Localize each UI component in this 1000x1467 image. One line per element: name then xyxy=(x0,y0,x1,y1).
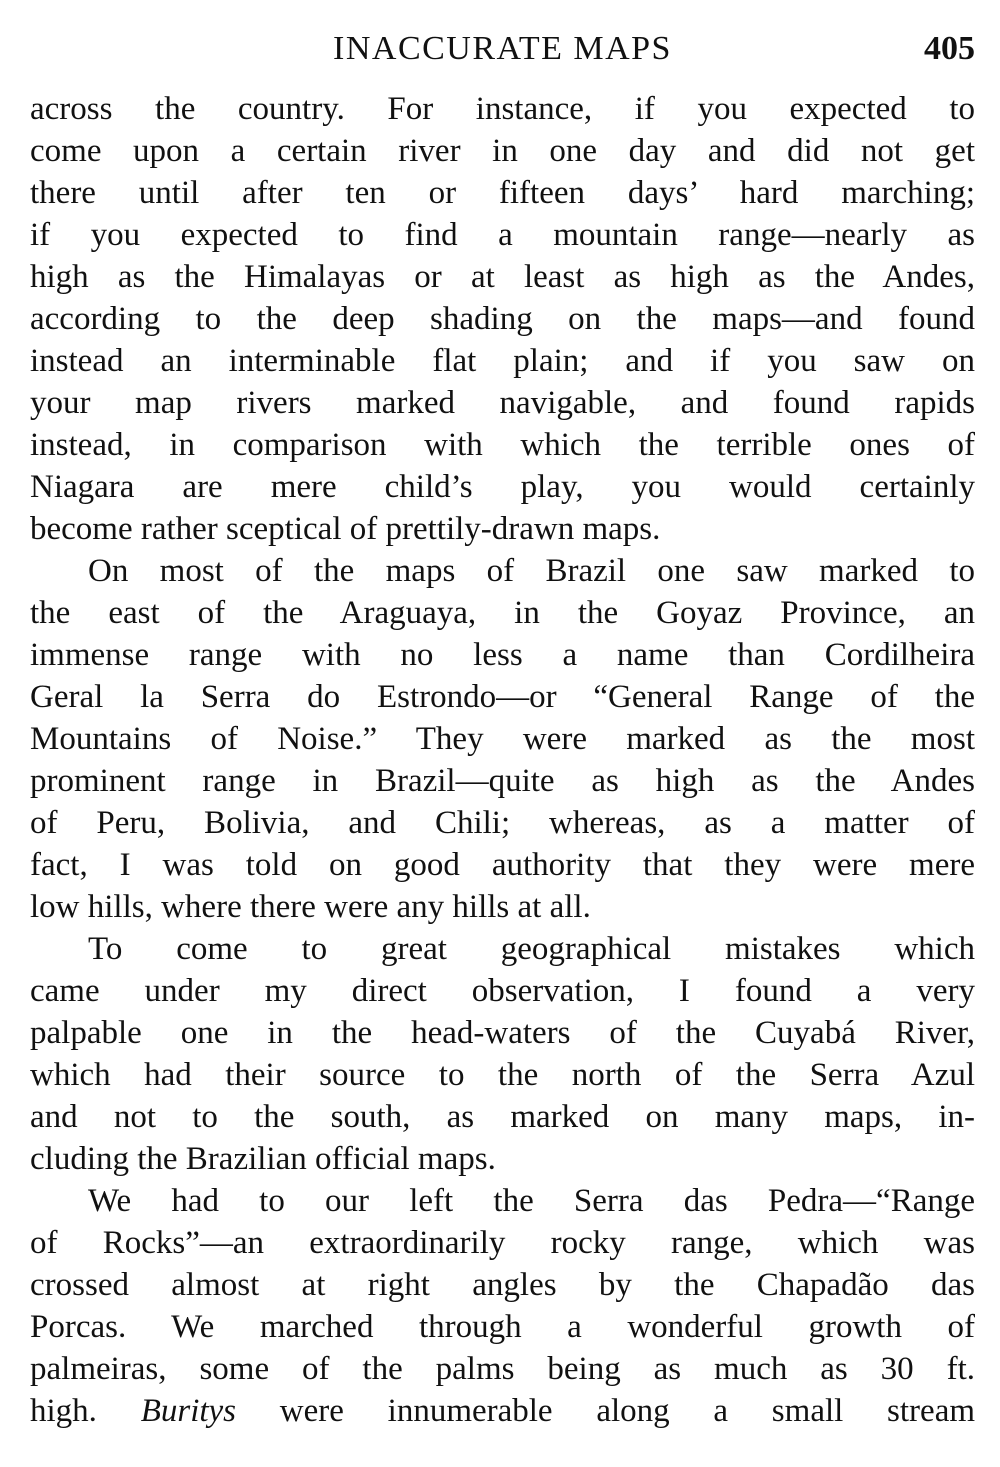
text-line: the east of the Araguaya, in the Goyaz Province, an xyxy=(30,595,975,631)
text-line: crossed almost at right angles by the Chapadão das xyxy=(30,1267,975,1303)
text-segment: were innumerable along a small stream xyxy=(279,1393,975,1429)
running-title: INACCURATE MAPS xyxy=(333,30,672,67)
text-line: cluding the Brazilian official maps. xyxy=(30,1141,496,1177)
text-line: there until after ten or fifteen days’ hard marching; xyxy=(30,175,975,211)
page-header xyxy=(30,24,975,74)
text-line: according to the deep shading on the maps—and found xyxy=(30,301,975,337)
text-line: low hills, where there were any hills at all. xyxy=(30,889,591,925)
text-line: came under my direct observation, I found a very xyxy=(30,973,975,1009)
text-line: your map rivers marked navigable, and found rapids xyxy=(30,385,975,421)
text-line: which had their source to the north of the Serra Azul xyxy=(30,1057,975,1093)
text-line: We had to our left the Serra das Pedra—“Range xyxy=(88,1183,975,1219)
text-line: across the country. For instance, if you expected to xyxy=(30,91,975,127)
text-line: become rather sceptical of prettily-drawn maps. xyxy=(30,511,661,547)
text-line: instead, in comparison with which the terrible ones of xyxy=(30,427,975,463)
text-line: palpable one in the head-waters of the Cuyabá River, xyxy=(30,1015,975,1051)
text-line: Mountains of Noise.” They were marked as the most xyxy=(30,721,975,757)
text-line: fact, I was told on good authority that they were mere xyxy=(30,847,975,883)
text-line: high as the Himalayas or at least as high as the Andes, xyxy=(30,259,975,295)
text-line: come upon a certain river in one day and did not get xyxy=(30,133,975,169)
page-number: 405 xyxy=(924,30,975,67)
text-line: palmeiras, some of the palms being as much as 30 ft. xyxy=(30,1351,975,1387)
text-line: Porcas. We marched through a wonderful growth of xyxy=(30,1309,975,1345)
text-line: prominent range in Brazil—quite as high as the Andes xyxy=(30,763,975,799)
italic-word: Buritys xyxy=(140,1393,237,1429)
text-line: of Peru, Bolivia, and Chili; whereas, as a matter of xyxy=(30,805,975,841)
text-line: To come to great geographical mistakes which xyxy=(88,931,975,967)
text-line: if you expected to find a mountain range—nearly as xyxy=(30,217,975,253)
text-line: Niagara are mere child’s play, you would certainly xyxy=(30,469,975,505)
text-line: On most of the maps of Brazil one saw marked to xyxy=(88,553,975,589)
text-line: immense range with no less a name than Cordilheira xyxy=(30,637,975,673)
text-line: and not to the south, as marked on many maps, in- xyxy=(30,1099,975,1135)
body-text xyxy=(30,88,975,1432)
text-segment: high. xyxy=(30,1393,97,1429)
text-line: instead an interminable flat plain; and if you saw on xyxy=(30,343,975,379)
text-line: Geral la Serra do Estrondo—or “General Range of the xyxy=(30,679,975,715)
text-line xyxy=(30,1390,975,1432)
text-line: of Rocks”—an extraordinarily rocky range, which was xyxy=(30,1225,975,1261)
